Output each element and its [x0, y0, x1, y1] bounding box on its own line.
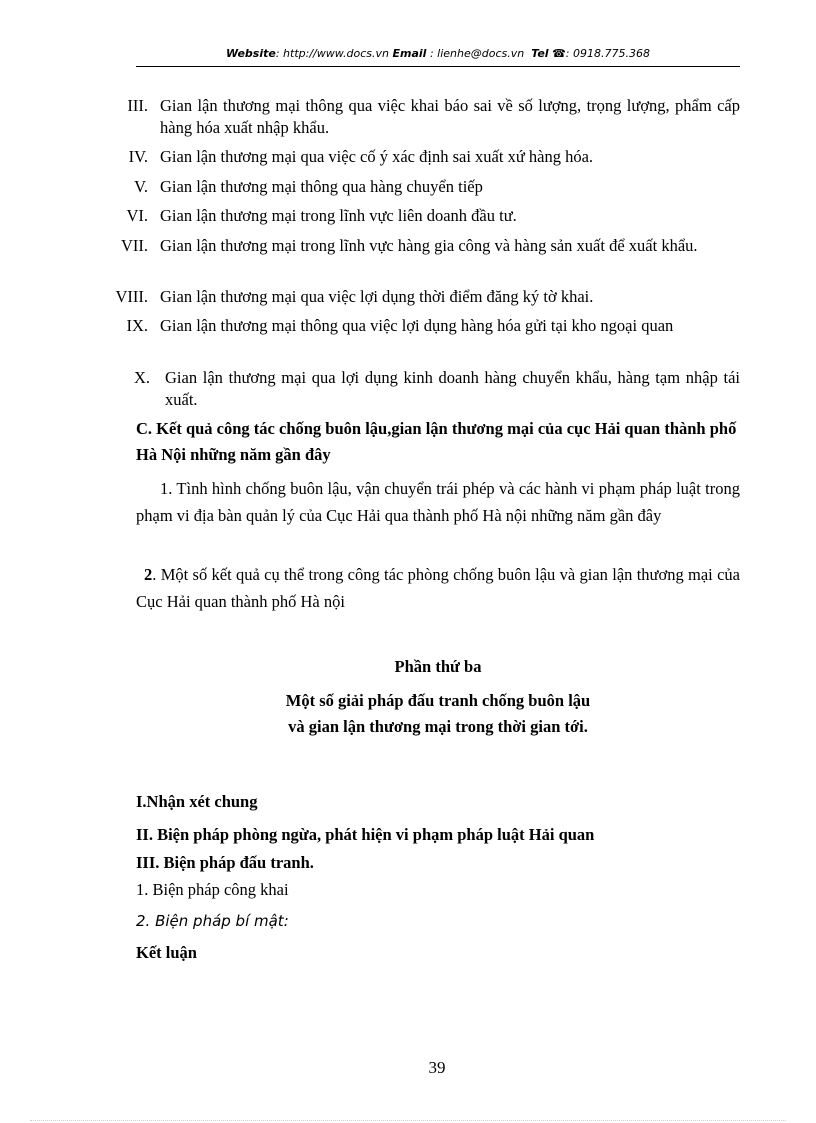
email-label: Email — [392, 47, 427, 60]
list-item-text: Gian lận thương mại qua việc cố ý xác định sai xuất xứ hàng hóa. — [160, 147, 594, 166]
outline-section-i: I.Nhận xét chung — [136, 792, 258, 811]
list-item-text: Gian lận thương mại thông qua hàng chuyển tiếp — [160, 177, 483, 196]
website-label: Website — [226, 47, 276, 60]
email-value: : lienhe@docs.vn — [429, 47, 525, 60]
page-header — [136, 47, 740, 60]
paragraph-2-text: . Một số kết quả cụ thể trong công tác phòng chống buôn lậu và gian lận thương mại của Cục Hải quan thành phố Hà nội — [136, 565, 740, 611]
website-value: : http://www.docs.vn — [275, 47, 390, 60]
list-item-text: Gian lận thương mại thông qua việc lợi dụng hàng hóa gửi tại kho ngoại quan — [160, 316, 674, 335]
list-item-number: III. — [127, 96, 148, 115]
list-item-number: V. — [134, 177, 148, 196]
part-three-title: Phần thứ ba — [394, 657, 482, 676]
header-divider — [136, 66, 740, 67]
outline-section-iii: III. Biện pháp đấu tranh. — [136, 853, 314, 872]
tel-label: Tel — [531, 47, 549, 60]
list-item-number: IX. — [126, 316, 148, 335]
list-item-number: X. — [133, 368, 150, 387]
outline-subsection-1: 1. Biện pháp công khai — [136, 880, 289, 899]
list-item-text: Gian lận thương mại thông qua việc khai báo sai về số lượng, trọng lượng, phẩm cấp hàng hóa xuất nhập khẩu. — [160, 96, 740, 137]
list-item-text: Gian lận thương mại trong lĩnh vực hàng gia công và hàng sản xuất để xuất khẩu. — [160, 236, 698, 255]
list-item-number: IV. — [128, 147, 148, 166]
list-item-text: Gian lận thương mại qua việc lợi dụng thời điểm đăng ký tờ khai. — [160, 287, 594, 306]
section-c-paragraph-1: 1. Tình hình chống buôn lậu, vận chuyển trái phép và các hành vi phạm pháp luật trong phạm vi địa bàn quản lý của Cục Hải qua thành phố Hà nội những năm gần đây — [136, 479, 740, 525]
list-item-text: Gian lận thương mại trong lĩnh vực liên doanh đầu tư. — [160, 206, 517, 225]
footer-divider — [30, 1120, 786, 1121]
outline-section-ii: II. Biện pháp phòng ngừa, phát hiện vi phạm pháp luật Hải quan — [136, 825, 595, 844]
list-item-text: Gian lận thương mại qua lợi dụng kinh doanh hàng chuyển khẩu, hàng tạm nhập tái xuất. — [165, 368, 740, 409]
list-item-number: VIII. — [115, 287, 148, 306]
section-c-paragraph-2 — [136, 561, 740, 615]
list-item-number: VII. — [120, 236, 148, 255]
part-three-subtitle-line-2: và gian lận thương mại trong thời gian tới. — [288, 717, 588, 736]
tel-value: : 0918.775.368 — [565, 47, 650, 60]
paragraph-2-number: 2 — [144, 565, 153, 584]
section-c-heading: C. Kết quả công tác chống buôn lậu,gian lận thương mại của cục Hải quan thành phố Hà Nội những năm gần đây — [136, 419, 737, 464]
page-number: 39 — [428, 1058, 446, 1077]
conclusion-heading: Kết luận — [136, 943, 197, 962]
phone-icon: ☎ — [552, 47, 566, 60]
outline-subsection-2: 2. Biện pháp bí mật: — [136, 912, 289, 930]
list-item-number: VI. — [126, 206, 148, 225]
part-three-subtitle-line-1: Một số giải pháp đấu tranh chống buôn lậu — [285, 691, 591, 710]
